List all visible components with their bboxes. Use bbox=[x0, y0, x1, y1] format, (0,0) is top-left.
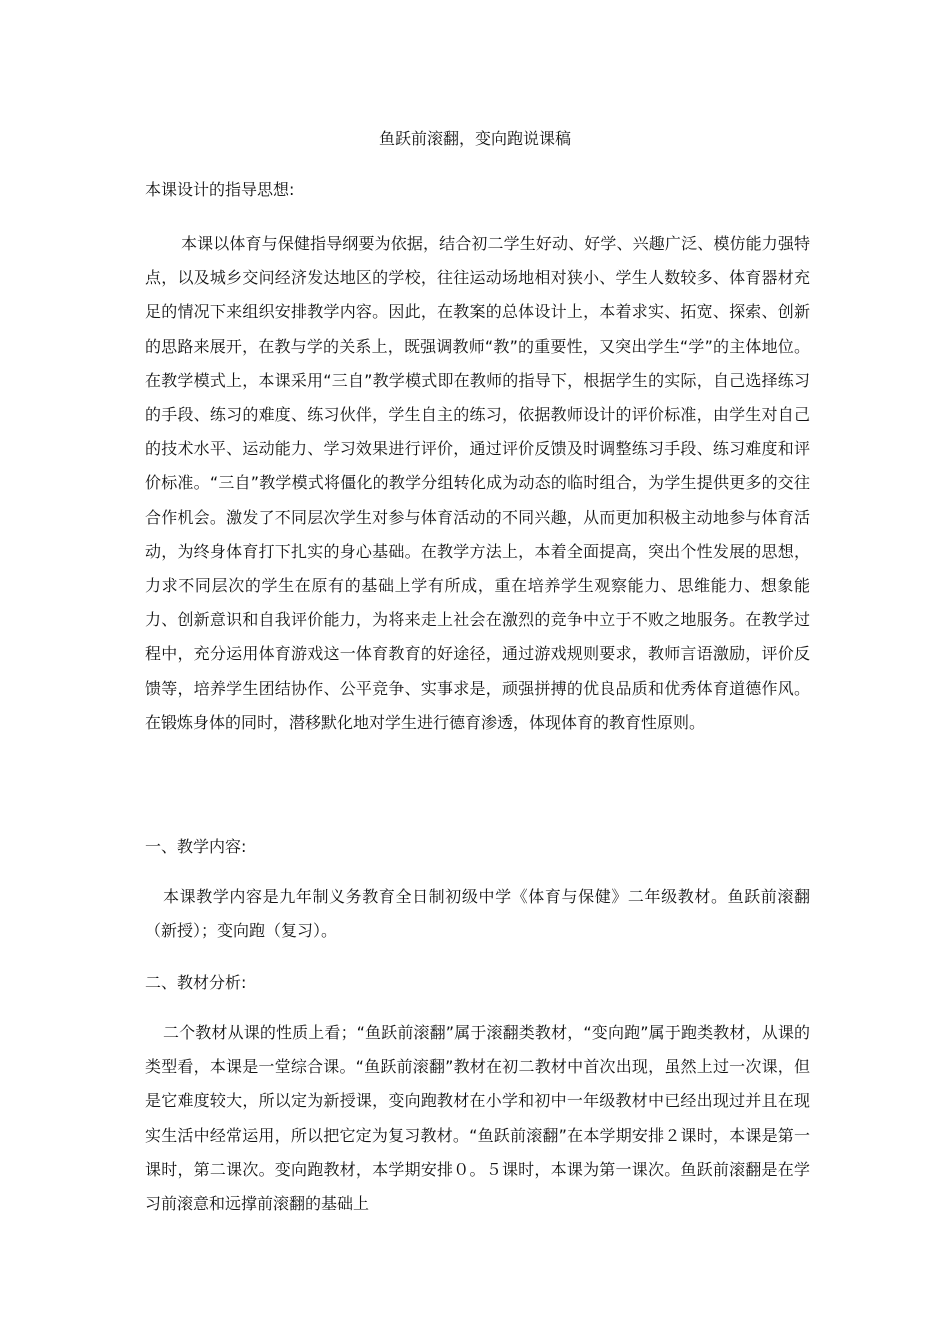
document-title: 鱼跃前滚翻，变向跑说课稿 bbox=[378, 129, 571, 148]
section-body-material-analysis: 二个教材从课的性质上看；“鱼跃前滚翻”属于滚翻类教材，“变向跑”属于跑类教材，从课的类型看，本课是一堂综合课。“鱼跃前滚翻”教材在初二教材中首次出现，虽然上过一次课，但是它难度较大，所以定为新授课，变向跑教材在小学和初中一年级教材中已经出现过并且在现实生活中经常运用，所以把它定为复习教材。“鱼跃前滚翻”在本学期安排２课时，本课是第一课时，第二课次。变向跑教材，本学期安排０。５课时，本课为第一课次。鱼跃前滚翻是在学习前滚意和远撑前滚翻的基础上 bbox=[145, 1023, 810, 1214]
section-heading-guiding-thought: 本课设计的指导思想: bbox=[145, 180, 295, 199]
section-heading-teaching-content: 一、教学内容: bbox=[145, 837, 247, 856]
section-body-teaching-content: 本课教学内容是九年制义务教育全日制初级中学《体育与保健》二年级教材。鱼跃前滚翻（新授）；变向跑（复习）。 bbox=[145, 887, 810, 941]
section-body-guiding-thought: 本课以体育与保健指导纲要为依据，结合初二学生好动、好学、兴趣广泛、模仿能力强特点，以及城乡交问经济发达地区的学校，往往运动场地相对狭小、学生人数较多、体育器材充足的情况下来组织安排教学内容。因此，在教案的总体设计上，本着求实、拓宽、探索、创新的思路来展开，在教与学的关系上，既强调教师“教”的重要性，又突出学生“学”的主体地位。在教学模式上，本课采用“三自”教学模式即在教师的指导下，根据学生的实际，自己选择练习的手段、练习的难度、练习伙伴，学生自主的练习，依据教师设计的评价标准，由学生对自己的技术水平、运动能力、学习效果进行评价，通过评价反馈及时调整练习手段、练习难度和评价标准。“三自”教学模式将僵化的教学分组转化成为动态的临时组合，为学生提供更多的交往合作机会。激发了不同层次学生对参与体育活动的不同兴趣，从而更加积极主动地参与体育活动，为终身体育打下扎实的身心基础。在教学方法上，本着全面提高，突出个性发展的思想，力求不同层次的学生在原有的基础上学有所成，重在培养学生观察能力、思维能力、想象能力、创新意识和自我评价能力，为将来走上社会在激烈的竞争中立于不败之地服务。在教学过程中，充分运用体育游戏这一体育教育的好途径，通过游戏规则要求，教师言语激励，评价反馈等，培养学生团结协作、公平竞争、实事求是，顽强拼搏的优良品质和优秀体育道德作风。在锻炼身体的同时，潜移默化地对学生进行德育渗透，体现体育的教育性原则。 bbox=[145, 234, 810, 732]
section-heading-material-analysis: 二、教材分析: bbox=[145, 973, 247, 992]
